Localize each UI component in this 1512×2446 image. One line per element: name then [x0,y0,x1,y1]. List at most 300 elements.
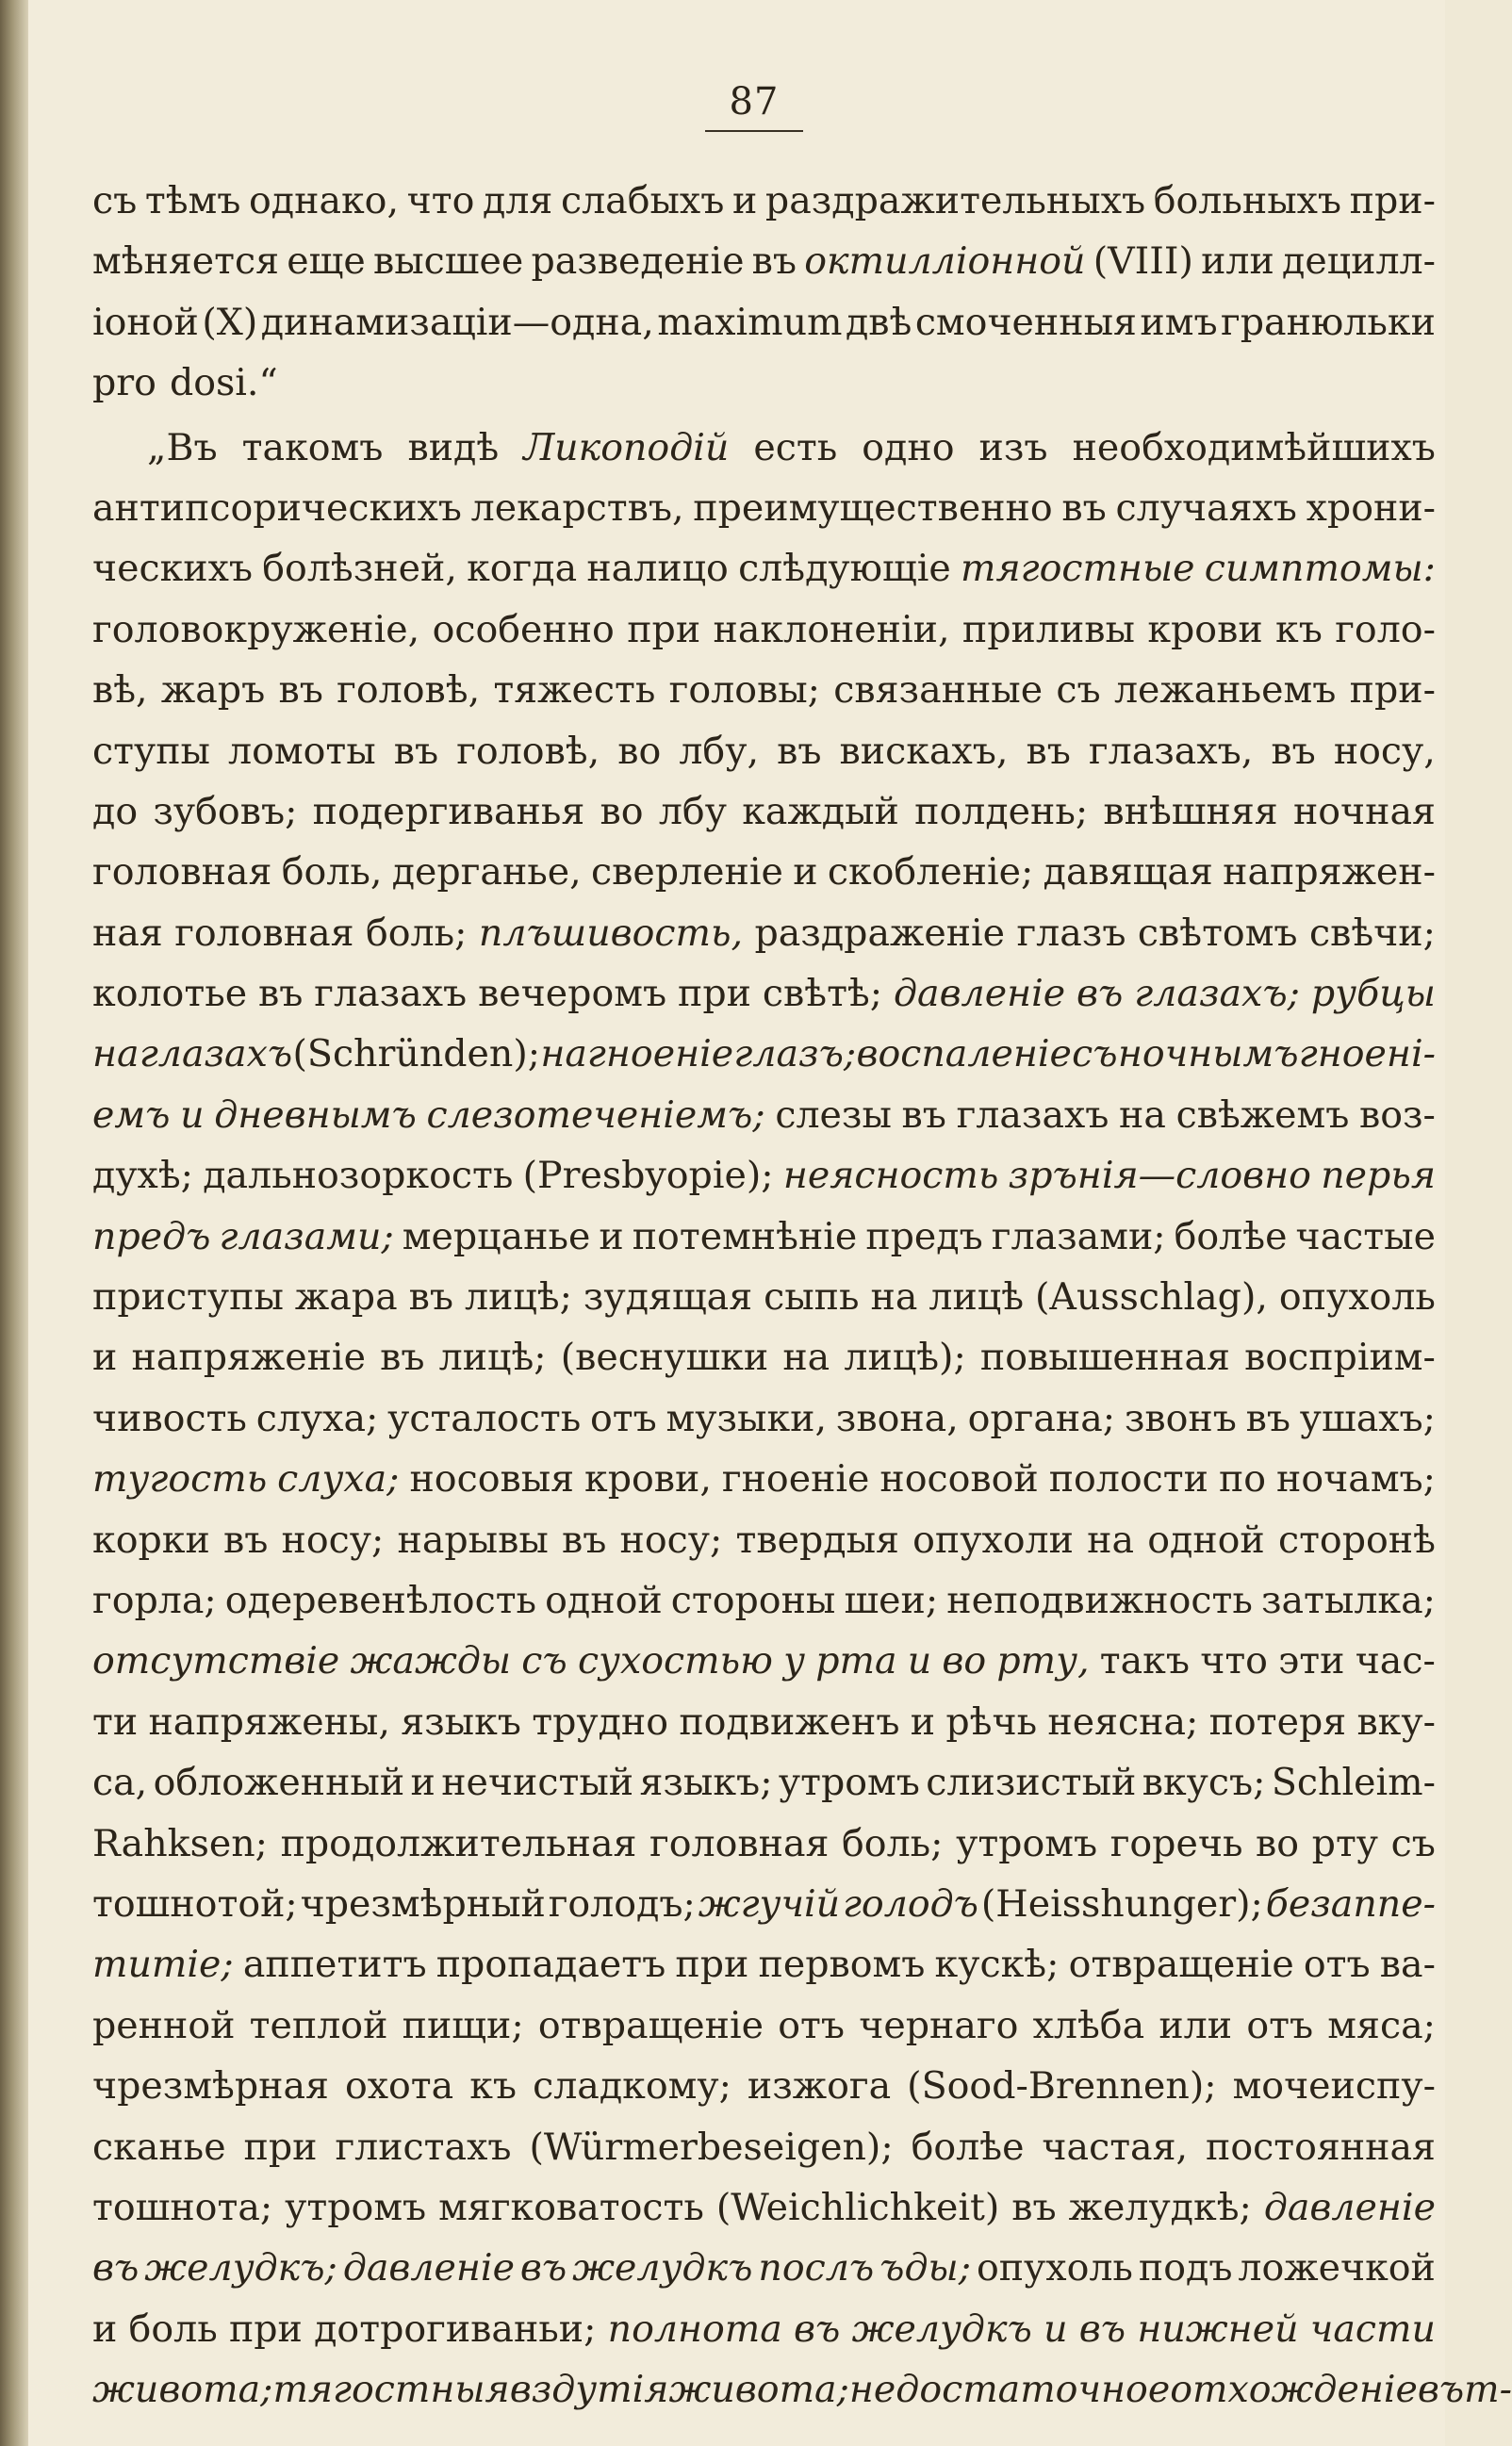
italic-word: дневнымъ [214,1092,417,1137]
word: и [910,1699,936,1744]
text-line [92,2004,1436,2064]
italic-word: живота; [92,2368,273,2412]
word: ночная [1292,789,1436,833]
word: вечеромъ [478,972,667,1016]
word: раздраженіе [754,911,1006,955]
word: ушахъ; [1299,1396,1436,1440]
word: нарывы [397,1518,549,1562]
word: связанные [833,668,1044,713]
word: сканье [92,2125,226,2169]
word: ночамъ; [1276,1457,1436,1502]
word: по [1218,1457,1267,1502]
word: стороны [670,1578,836,1622]
word: при [627,607,701,651]
italic-word: въ [519,2246,567,2290]
word: іоной [92,300,199,344]
word: (Sood-Brennen); [907,2064,1217,2109]
word: музыки, [666,1396,828,1440]
word: трудно [532,1699,669,1744]
text-line [92,361,1436,421]
text-line [92,426,1436,486]
word: ва- [1379,1943,1436,1987]
page-number: 87 [729,80,780,123]
italic-word: тугость [92,1457,268,1502]
word: при- [1349,668,1436,713]
word: въ [1061,485,1107,530]
word: чивость [92,1396,247,1440]
word: въ [1011,2185,1057,2229]
word: носу; [619,1518,723,1562]
word: одеревенѣлость [224,1578,537,1622]
word: одной [545,1578,663,1622]
text-line [92,1336,1436,1396]
word: глистахъ [335,2125,512,2169]
italic-word: ъды; [879,2246,971,2290]
word: и [92,1336,118,1380]
word: языкъ [401,1699,521,1744]
italic-word: вздутія [509,2368,669,2412]
word: желудкѣ; [1068,2185,1252,2229]
word: органа; [967,1396,1116,1440]
text-line [92,1397,1436,1457]
italic-word: октилліонной [804,239,1086,284]
text-line [92,1154,1436,1214]
word: на [1119,1092,1166,1137]
italic-word: глазахъ [139,1032,293,1076]
word: жаръ [160,668,266,713]
word: pro [92,361,156,405]
word: къ [469,2064,518,2109]
italic-word: жажды [350,1639,512,1683]
word: въ [901,1092,946,1137]
word: продолжительная [280,1821,637,1865]
word: однако, [249,179,400,222]
italic-word: въ [1076,972,1124,1016]
text-line [92,911,1436,972]
word: что [1200,1639,1268,1683]
word: въ [751,239,797,284]
word: вискахъ, [839,729,1009,773]
word: обложенный [153,1761,405,1805]
italic-word: съ [1072,1032,1118,1076]
word: раздражительныхъ [764,179,1146,222]
word: высшее [372,239,524,284]
word: крови [1147,607,1263,651]
word: (Weichlichkeit) [715,2185,1000,2229]
word: дальнозоркость [203,1154,514,1198]
word: носовыя [409,1457,575,1502]
word: боль; [842,1821,944,1865]
word: на [782,1336,830,1380]
word: свѣжемъ [1175,1092,1350,1137]
word: лбу [658,789,727,833]
italic-word: слуха; [277,1457,400,1502]
word: мочеиспу- [1232,2064,1436,2109]
word: приступы [92,1275,284,1320]
word: носовой [879,1457,1039,1502]
word: (X) [202,300,258,344]
word: въ [393,729,439,773]
italic-word: давленіе [1263,2185,1436,2229]
word: горла; [92,1578,217,1622]
word: одно [862,425,955,469]
word: ломоты [228,729,376,773]
word: опухоли [912,1518,1074,1562]
word: гранюльки [1221,300,1436,344]
word: духѣ; [92,1154,193,1198]
word: maximum [657,300,843,344]
word: внѣшняя [1103,789,1278,833]
italic-word: безаппе- [1265,1881,1436,1926]
word: потемнѣніе [632,1214,858,1258]
italic-word: въ [1078,2306,1126,2351]
word: хрони- [1306,485,1436,530]
text-line [92,1761,1436,1821]
word: са, [92,1761,148,1805]
word: утромъ [285,2185,427,2229]
word: слѣдующіе [738,547,951,591]
word: неясна; [1047,1699,1199,1744]
word: при [243,2125,318,2169]
italic-word: живота; [668,2368,849,2412]
word: лекарствъ, [470,485,684,530]
italic-word: и [1044,2306,1068,2351]
book-page [28,0,1512,2446]
word: голо- [1335,607,1436,651]
word: сладкому; [533,2064,731,2109]
body-text [92,179,1512,2428]
word: ческихъ [92,547,254,591]
word: вѣ, [92,668,148,713]
word: боль; [366,911,468,955]
word: языкъ; [639,1761,773,1805]
word: до [92,789,139,833]
word: вкусъ; [1142,1761,1266,1805]
word: одной [1147,1518,1265,1562]
italic-word: нижней [1137,2306,1299,2351]
italic-word: сухостью [577,1639,773,1683]
word: жара [294,1275,398,1320]
italic-word: на [92,1032,140,1076]
text-line [92,1275,1436,1336]
text-line [92,1700,1436,1761]
word: что [406,179,475,222]
word: dosi.“ [169,361,278,405]
word: глазахъ [956,1092,1109,1137]
word: давящая [1043,850,1213,895]
word: зудящая [583,1275,753,1320]
text-line [92,730,1436,790]
italic-word: отхожденіе [1170,2368,1418,2412]
word: головѣ, [456,729,600,773]
italic-word: вът- [1417,2368,1512,2412]
word: нечистый [441,1761,634,1805]
word: глазъ [1016,911,1126,955]
word: воспріим- [1244,1336,1436,1380]
italic-word: воспаленіе [856,1032,1072,1076]
word: необходимѣйшихъ [1072,425,1436,469]
word: кускѣ; [934,1943,1060,1987]
italic-word: давленіе [342,2246,515,2290]
word: головокруженіе, [92,607,420,651]
text-line [92,2368,1512,2428]
italic-word: слезотеченіемъ; [426,1092,765,1137]
word: во [617,729,662,773]
word: колотье [92,972,248,1016]
word: и [793,850,818,895]
italic-word: тягостныя [272,2368,510,2412]
word: имъ [1140,300,1218,344]
word: хлѣба [1032,2003,1145,2047]
word: подвиженъ [679,1699,900,1744]
word: мягковатость [438,2185,704,2229]
word: опухоль [976,2246,1133,2290]
italic-word: давленіе [893,972,1066,1016]
word: при [675,1943,749,1987]
word: дерганье, [391,850,582,895]
word: такъ [1099,1639,1191,1683]
word: къ [1275,607,1323,651]
word: звонъ [1124,1396,1237,1440]
word: вку- [1356,1699,1436,1744]
text-line [92,486,1436,547]
word: воз- [1358,1092,1436,1137]
word: въ [222,1518,269,1562]
word: повышенная [979,1336,1230,1380]
word: Schleim- [1271,1761,1436,1805]
word: смоченныя [914,300,1137,344]
text-line [92,179,1436,239]
word: зубовъ; [153,789,298,833]
word: когда [467,547,578,591]
text-line [92,608,1436,668]
word: ступы [92,729,210,773]
italic-word: съ [521,1639,567,1683]
word: слезы [775,1092,892,1137]
word: и [410,1761,436,1805]
word: неподвижность [946,1578,1253,1622]
word: тѣмъ [144,179,241,222]
word: предъ [865,1214,983,1258]
italic-word: желудкъ; [144,2246,337,2290]
word: при [678,972,751,1016]
word: децилл- [1282,239,1436,284]
word: слизистый [926,1761,1137,1805]
text-line [92,1457,1436,1518]
word: ти [92,1699,139,1744]
italic-word: послъ [758,2246,875,2290]
word: на [870,1275,918,1320]
word: для [483,179,553,222]
word: частые [1295,1214,1436,1258]
word: видѣ [407,425,500,469]
italic-word: плъшивость, [478,911,744,955]
italic-word: рта [815,1639,897,1683]
word: головная [174,911,354,955]
word: головная [649,1821,830,1865]
word: напряжены, [148,1699,390,1744]
word: въ [408,1275,453,1320]
word: аппетитъ [242,1943,427,1987]
italic-word: въ [794,2306,841,2351]
text-line [92,1579,1436,1639]
word: гноеніе [721,1457,870,1502]
word: тошнота; [92,2185,273,2229]
word: ная [92,911,163,955]
word: (Schründen); [292,1032,541,1076]
italic-word: ночнымъ [1117,1032,1299,1076]
italic-word: гноені- [1298,1032,1436,1076]
word: больныхъ [1153,179,1342,222]
word: (Ausschlag), [1035,1275,1268,1320]
word: глазами; [991,1214,1166,1258]
italic-word: предъ [92,1214,211,1258]
italic-word: рубцы [1310,972,1436,1016]
word: пищи; [402,2003,524,2047]
word: полости [1048,1457,1208,1502]
text-line [92,2186,1436,2246]
word: лбу, [679,729,760,773]
text-line [92,668,1436,729]
word: въ [561,1518,607,1562]
word: наклоненіи, [713,607,950,651]
word: носу; [281,1518,385,1562]
word: такомъ [241,425,384,469]
word: боль, [281,850,383,895]
word: подергиванья [312,789,585,833]
word: слуха; [255,1396,379,1440]
word: лежаньемъ [1113,668,1337,713]
word: потеря [1208,1699,1347,1744]
italic-word: и [907,1639,932,1683]
word: (VIII) [1093,239,1193,284]
word: во [600,789,644,833]
italic-word: жгучій [698,1881,841,1926]
word: Rahksen; [92,1821,268,1865]
word: съ [1056,668,1101,713]
word: лицѣ; [464,1275,572,1320]
word: есть [753,425,838,469]
italic-word: тягостные [961,547,1195,591]
word: въ [258,972,304,1016]
italic-word: рту, [996,1639,1090,1683]
word: глазахъ, [1088,729,1254,773]
word: или [1201,239,1274,284]
text-line [92,2064,1436,2125]
word: рѣчь [945,1699,1038,1744]
word: свѣчи; [1308,911,1436,955]
italic-word: въ [92,2246,140,2290]
text-line [92,1032,1436,1092]
word: твердыя [735,1518,899,1562]
italic-word: глазъ; [733,1032,857,1076]
italic-word: части [1309,2306,1436,2351]
italic-word: Ликоподій [523,425,730,469]
italic-word: отсутствіе [92,1639,340,1683]
word: головѣ, [337,668,481,713]
word: сыпь [764,1275,860,1320]
word: въ [1271,729,1316,773]
italic-word: желудкъ [851,2306,1032,2351]
text-line [92,1518,1436,1579]
word: въ [1026,729,1071,773]
word: болѣе [1174,1214,1288,1258]
word: корки [92,1518,210,1562]
italic-word: глазахъ; [1134,972,1300,1016]
word: особенно [432,607,615,651]
word: тошнотой; [92,1881,298,1926]
word: крови, [584,1457,712,1502]
italic-word: желудкъ [572,2246,753,2290]
word: подъ [1138,2246,1233,2290]
word: и [92,2306,118,2351]
word: мѣняется [92,239,280,284]
italic-word: глазами; [219,1214,394,1258]
word: изъ [978,425,1048,469]
word: налицо [586,547,729,591]
italic-word: емъ [92,1092,171,1137]
word: пропадаетъ [436,1943,666,1987]
word: на [1087,1518,1135,1562]
word: и [599,1214,624,1258]
word: съ [1390,1821,1436,1865]
word: антипсорическихъ [92,485,462,530]
word: приливы [961,607,1135,651]
italic-word: зрънія—словно [1008,1154,1311,1198]
italic-word: у [783,1639,806,1683]
italic-word: симптомы: [1204,547,1436,591]
text-line [92,1882,1436,1943]
word: носу, [1333,729,1436,773]
word: дотрогиваньи; [314,2306,597,2351]
word: свѣтѣ; [762,972,883,1016]
word: (Würmerbeseigen); [529,2125,894,2169]
italic-word: титіе; [92,1943,234,1987]
word: лицѣ; [438,1336,547,1380]
text-line [92,2307,1436,2368]
word: отъ [589,1396,657,1440]
word: глазахъ [314,972,468,1016]
word: отъ [778,2003,846,2047]
word: затылка; [1260,1578,1436,1622]
italic-word: голодъ [842,1881,979,1926]
word: (Heisshunger); [980,1881,1263,1926]
word: час- [1355,1639,1436,1683]
word: головы; [668,668,820,713]
word: слабыхъ [560,179,725,222]
word: во [1256,1821,1300,1865]
word: въ [380,1336,425,1380]
word: каждый [742,789,899,833]
text-line [92,1093,1436,1154]
word: двѣ [845,300,912,344]
word: изжога [747,2064,892,2109]
page-number-rule [705,130,803,132]
word: отъ [1303,1943,1371,1987]
word: сверленіе [591,850,783,895]
word: въ [278,668,323,713]
word: постоянная [1206,2125,1436,2169]
text-line [92,1822,1436,1882]
word: чрезмѣрный [300,1881,546,1926]
word: разведеніе [531,239,745,284]
text-line [92,2126,1436,2186]
word: рту [1311,1821,1379,1865]
word: при [228,2306,303,2351]
word: (веснушки [560,1336,769,1380]
word: напряжен- [1223,850,1436,895]
text-line [92,239,1436,300]
